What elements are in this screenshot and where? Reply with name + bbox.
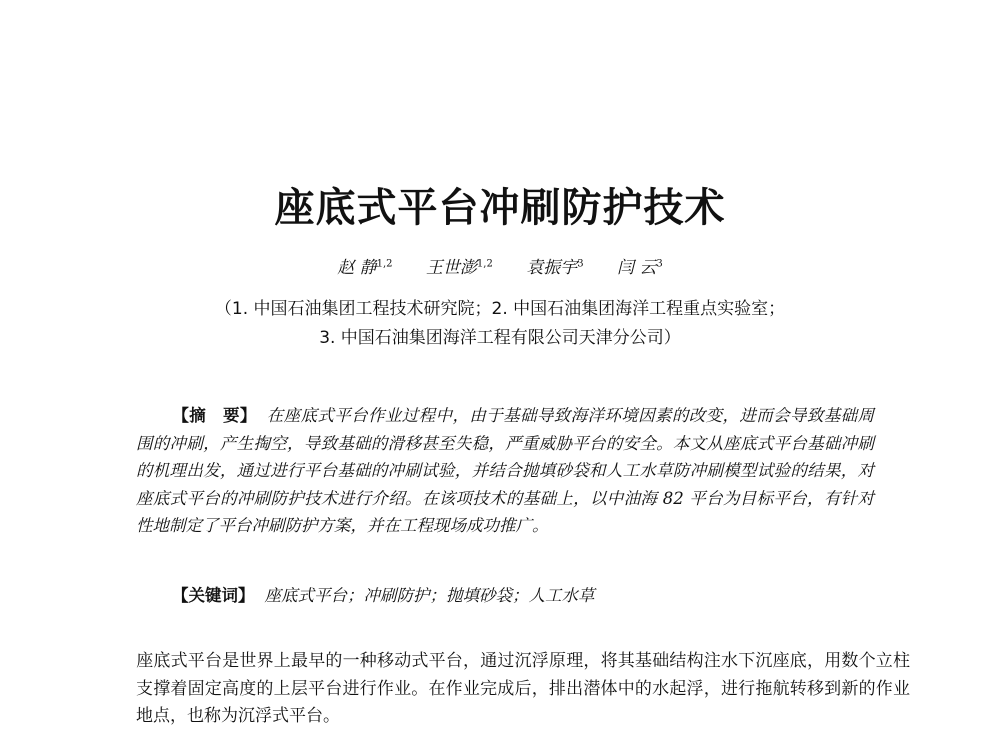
author-name: 闫 云: [617, 258, 657, 278]
affiliations: [0, 295, 1000, 353]
paper-title: 座底式平台冲刷防护技术: [274, 185, 726, 231]
author: [426, 258, 493, 278]
abstract-text: 在座底式平台作业过程中，由于基础导致海洋环境因素的改变，进而会导致基础周围的冲刷，产生掏空，导致基础的滑移甚至失稳，严重威胁平台的安全。本文从座底式平台基础冲刷的机理出发，通过进行平台基础的冲刷试验，并结合抛填砂袋和人工水草防冲刷模型试验的结果，对座底式平台的冲刷防护技术进行介绍。在该项技术的基础上，以中油海 82 平台为目标平台，有针对性地制定了平台冲刷防护方案，并在工程现场成功推广。: [136, 406, 875, 535]
body-paragraph-text: 座底式平台是世界上最早的一种移动式平台，通过沉浮原理，将其基础结构注水下沉座底，用数个立柱支撑着固定高度的上层平台进行作业。在作业完成后，排出潜体中的水起浮，进行拖航转移到新的作业地点，也称为沉浮式平台。: [136, 651, 910, 726]
author-affiliation-mark: 1,2: [476, 258, 493, 270]
author-affiliation-mark: 1,2: [376, 258, 393, 270]
author-name: 王世澎: [425, 258, 477, 278]
affiliation-line: 3. 中国石油集团海洋工程有限公司天津分公司）: [319, 328, 681, 348]
abstract: [136, 402, 874, 540]
author-affiliation-mark: 3: [656, 258, 663, 270]
keywords-text: 座底式平台；冲刷防护；抛填砂袋；人工水草: [264, 586, 595, 605]
author-list: [0, 253, 1000, 278]
author-name: 袁振宇: [526, 258, 578, 278]
keywords-label: 【关键词】: [172, 586, 255, 605]
affiliation-line: （1. 中国石油集团工程技术研究院；2. 中国石油集团海洋工程重点实验室；: [214, 299, 786, 319]
author-affiliation-mark: 3: [577, 258, 584, 270]
author-name: 赵 静: [337, 258, 377, 278]
author: [337, 258, 392, 278]
keywords: [172, 582, 872, 606]
author: [617, 258, 663, 278]
body-paragraph: [136, 648, 910, 731]
abstract-label: 【摘 要】: [172, 406, 257, 425]
author: [526, 258, 583, 278]
